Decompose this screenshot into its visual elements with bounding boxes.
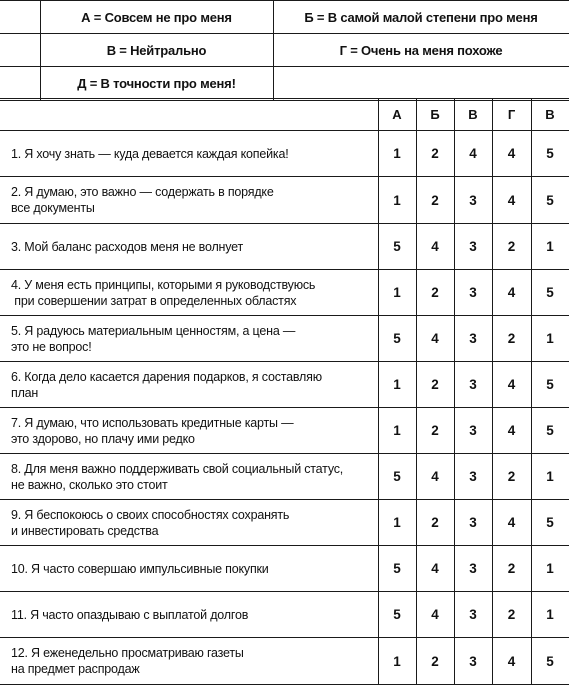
question-line: на предмет распродаж	[11, 662, 140, 676]
question-text	[0, 592, 378, 638]
question-line: 5. Я радуюсь материальным ценностям, а цена —	[11, 323, 296, 338]
table-row	[0, 270, 569, 316]
answer-legend	[0, 0, 569, 101]
score-cell: 3	[454, 500, 492, 546]
score-cell: 4	[492, 500, 531, 546]
question-line: план	[11, 385, 39, 400]
score-cell: 1	[531, 224, 569, 270]
score-cell: 3	[454, 592, 492, 638]
legend-g: Г = Очень на меня похоже	[273, 34, 569, 67]
score-cell: 4	[492, 408, 531, 454]
table-row	[0, 500, 569, 546]
table-row	[0, 592, 569, 638]
score-cell: 5	[531, 362, 569, 408]
legend-a: А = Совсем не про меня	[40, 1, 273, 34]
score-cell: 4	[492, 270, 531, 316]
legend-v: В = Нейтрально	[40, 34, 273, 67]
score-cell: 1	[531, 592, 569, 638]
question-text	[0, 362, 378, 408]
score-cell: 5	[531, 500, 569, 546]
question-text	[0, 454, 378, 500]
question-line: 7. Я думаю, что использовать кредитные карты —	[11, 415, 294, 430]
question-line: 4. У меня есть принципы, которыми я руководствуюсь	[11, 277, 316, 292]
question-text	[0, 546, 378, 592]
score-cell: 5	[378, 592, 416, 638]
table-row	[0, 546, 569, 592]
score-cell: 1	[378, 177, 416, 224]
question-line: при совершении затрат в определенных областях	[11, 293, 297, 308]
score-cell: 4	[492, 362, 531, 408]
question-text	[0, 177, 378, 224]
score-cell: 2	[416, 500, 454, 546]
legend-b: Б = В самой малой степени про меня	[273, 1, 569, 34]
questionnaire-table	[0, 98, 569, 685]
table-row	[0, 131, 569, 177]
header-blank	[0, 99, 378, 131]
legend-empty	[273, 67, 569, 101]
question-text	[0, 316, 378, 362]
question-line: 10. Я часто совершаю импульсивные покупки	[11, 561, 269, 576]
score-cell: 4	[492, 638, 531, 685]
table-row	[0, 224, 569, 270]
score-cell: 4	[416, 546, 454, 592]
table-row	[0, 362, 569, 408]
score-cell: 1	[378, 408, 416, 454]
question-line: не важно, сколько это стоит	[11, 477, 168, 492]
score-cell: 2	[492, 454, 531, 500]
legend-gutter	[0, 34, 40, 67]
score-cell: 4	[492, 131, 531, 177]
header-row	[0, 99, 569, 131]
score-cell: 5	[531, 638, 569, 685]
question-line: 3. Мой баланс расходов меня не волнует	[11, 239, 244, 254]
table-row	[0, 177, 569, 224]
column-header: А	[378, 99, 416, 131]
score-cell: 5	[531, 177, 569, 224]
score-cell: 2	[492, 592, 531, 638]
column-header: В	[531, 99, 569, 131]
question-text	[0, 638, 378, 685]
score-cell: 4	[454, 131, 492, 177]
column-header: Г	[492, 99, 531, 131]
question-line: 9. Я беспокоюсь о своих способностях сохранять	[11, 507, 290, 522]
question-text	[0, 270, 378, 316]
score-cell: 1	[378, 270, 416, 316]
score-cell: 2	[416, 270, 454, 316]
table-row	[0, 316, 569, 362]
score-cell: 3	[454, 408, 492, 454]
score-cell: 2	[416, 177, 454, 224]
question-line: 6. Когда дело касается дарения подарков, я составляю	[11, 369, 322, 384]
score-cell: 3	[454, 177, 492, 224]
score-cell: 2	[492, 546, 531, 592]
legend-d: Д = В точности про меня!	[40, 67, 273, 101]
score-cell: 3	[454, 546, 492, 592]
column-header: В	[454, 99, 492, 131]
question-line: это здорово, но плачу ими редко	[11, 431, 195, 446]
score-cell: 2	[416, 638, 454, 685]
score-cell: 1	[378, 500, 416, 546]
score-cell: 4	[416, 224, 454, 270]
score-cell: 2	[416, 362, 454, 408]
question-line: все документы	[11, 201, 95, 215]
question-line: 8. Для меня важно поддерживать свой социальный статус,	[11, 461, 344, 476]
score-cell: 2	[416, 131, 454, 177]
question-text	[0, 500, 378, 546]
column-header: Б	[416, 99, 454, 131]
score-cell: 5	[378, 316, 416, 362]
score-cell: 2	[416, 408, 454, 454]
score-cell: 4	[416, 454, 454, 500]
score-cell: 5	[531, 131, 569, 177]
legend-gutter	[0, 67, 40, 101]
question-text	[0, 224, 378, 270]
question-line: 1. Я хочу знать — куда девается каждая копейка!	[11, 146, 289, 161]
score-cell: 3	[454, 454, 492, 500]
question-line: 12. Я еженедельно просматриваю газеты	[11, 646, 244, 660]
score-cell: 4	[416, 592, 454, 638]
table-row	[0, 454, 569, 500]
question-line: это не вопрос!	[11, 339, 92, 354]
score-cell: 5	[378, 224, 416, 270]
question-line: 2. Я думаю, это важно — содержать в порядке	[11, 185, 274, 199]
score-cell: 1	[531, 454, 569, 500]
score-cell: 1	[378, 638, 416, 685]
score-cell: 4	[492, 177, 531, 224]
score-cell: 5	[378, 546, 416, 592]
score-cell: 5	[378, 454, 416, 500]
score-cell: 3	[454, 362, 492, 408]
score-cell: 1	[531, 546, 569, 592]
score-cell: 5	[531, 408, 569, 454]
score-cell: 5	[531, 270, 569, 316]
legend-gutter	[0, 1, 40, 34]
table-row	[0, 638, 569, 685]
score-cell: 1	[378, 362, 416, 408]
score-cell: 2	[492, 316, 531, 362]
question-text	[0, 131, 378, 177]
score-cell: 3	[454, 316, 492, 362]
score-cell: 4	[416, 316, 454, 362]
score-cell: 1	[531, 316, 569, 362]
score-cell: 3	[454, 270, 492, 316]
score-cell: 3	[454, 638, 492, 685]
question-text	[0, 408, 378, 454]
table-row	[0, 408, 569, 454]
question-line: 11. Я часто опаздываю с выплатой долгов	[11, 607, 249, 622]
score-cell: 1	[378, 131, 416, 177]
question-line: и инвестировать средства	[11, 523, 159, 538]
score-cell: 3	[454, 224, 492, 270]
score-cell: 2	[492, 224, 531, 270]
